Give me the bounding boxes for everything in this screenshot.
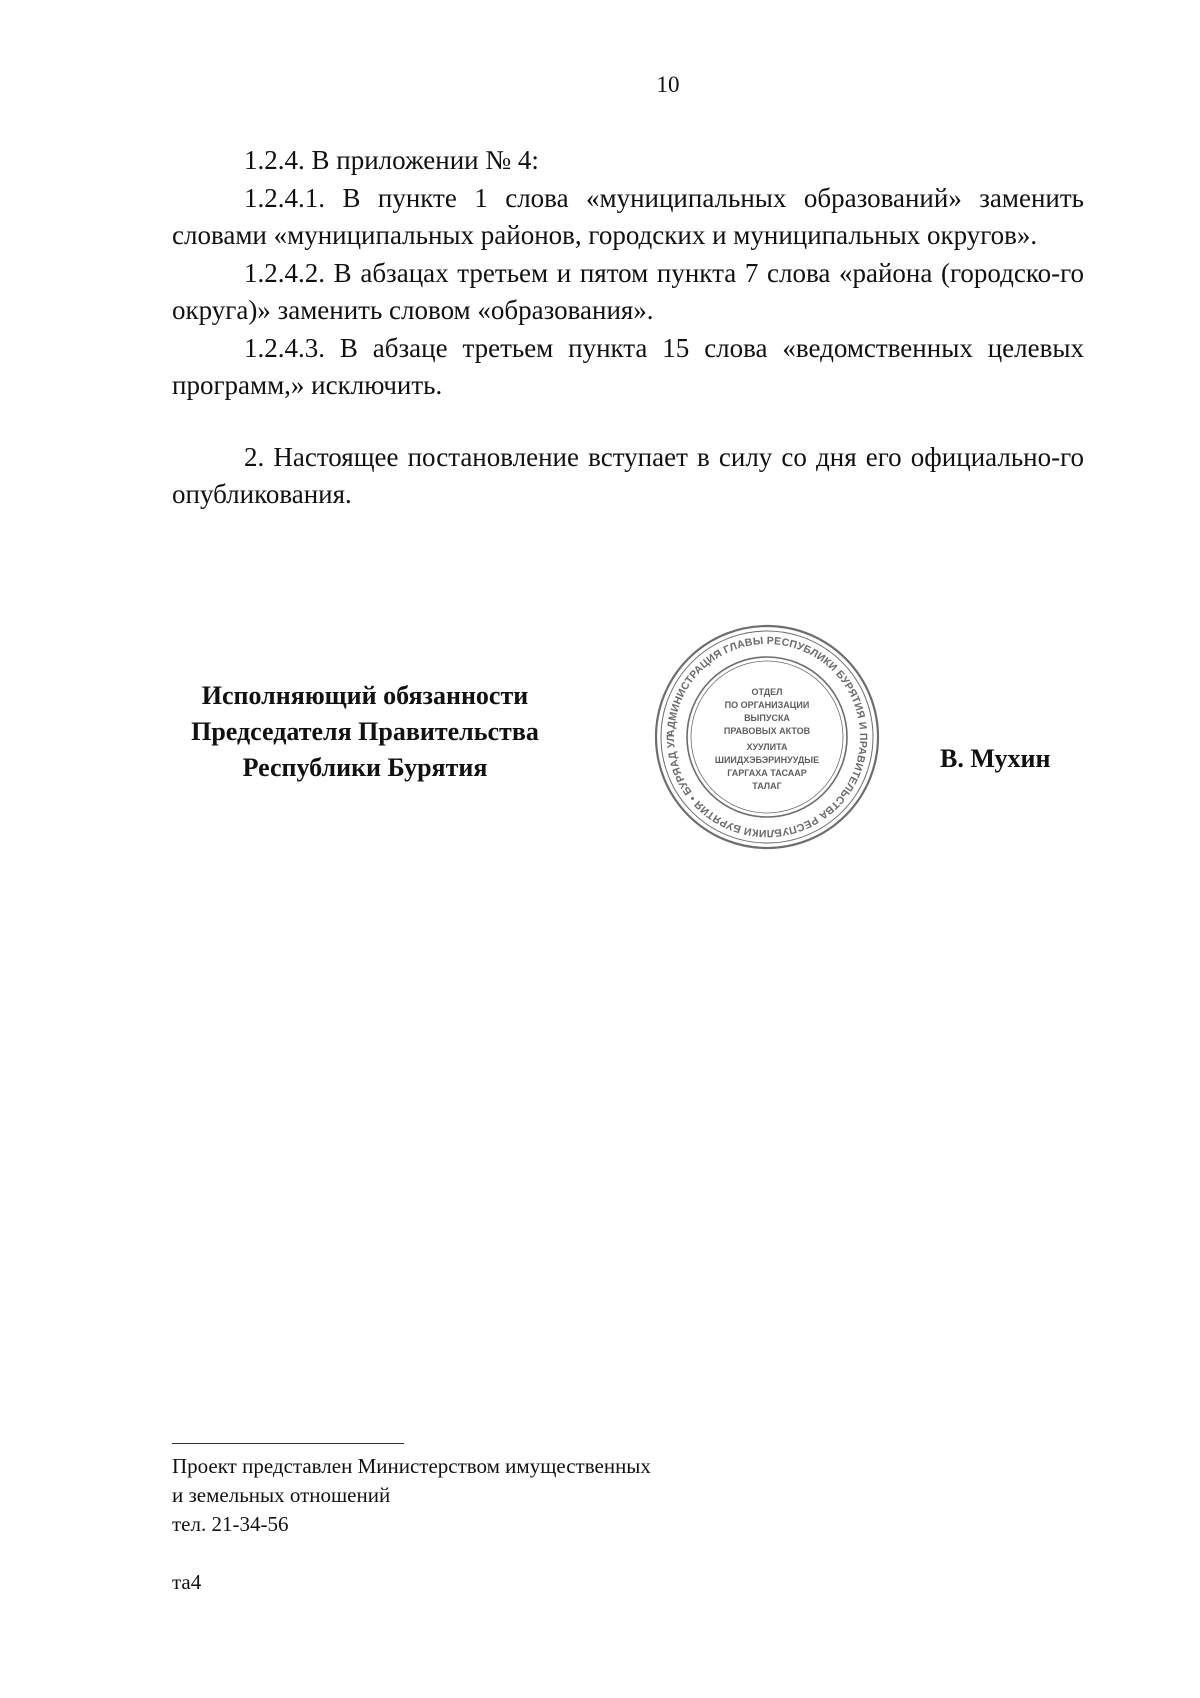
- signature-block: [160, 678, 570, 786]
- stamp-center-line: ПО ОРГАНИЗАЦИИ: [724, 700, 810, 710]
- footer-line: тел. 21-34-56: [172, 1512, 289, 1536]
- document-body: [172, 142, 1084, 514]
- stamp-center-line: ГАРГАХА ТАСААР: [727, 768, 807, 778]
- paragraph: 1.2.4.3. В абзаце третьем пункта 15 слова «ведомственных целевых программ,» исключить.: [172, 333, 1084, 400]
- stamp-center-line: ВЫПУСКА: [744, 713, 790, 723]
- stamp-ring-text: АДМИНИСТРАЦИЯ ГЛАВЫ РЕСПУБЛИКИ БУРЯТИЯ И ПРАВИТЕЛЬСТВА РЕСПУБЛИКИ БУРЯТИЯ • БУРЯАД УЛ: [664, 634, 870, 840]
- stamp-center-line: ШИИДХЭБЭРИНУУДЫЕ: [714, 755, 820, 765]
- stamp-center-line: ХУУЛИТА: [746, 742, 788, 752]
- signature-title-line: Исполняющий обязанности: [201, 681, 529, 710]
- page-number: 10: [656, 72, 680, 97]
- official-stamp: [652, 622, 882, 852]
- footer-note: [172, 1452, 651, 1539]
- paragraph: 1.2.4.2. В абзацах третьем и пятом пункта 7 слова «района (городско-го округа)» заменить словом «образования».: [172, 258, 1084, 325]
- footer-line: и земельных отношений: [172, 1483, 391, 1507]
- stamp-seal: [652, 622, 882, 852]
- stamp-center-line: ПРАВОВЫХ АКТОВ: [723, 726, 811, 736]
- paragraph: 1.2.4.1. В пункте 1 слова «муниципальных образований» заменить словами «муниципальных районов, городских и муниципальных округов».: [172, 183, 1084, 250]
- signer-name: В. Мухин: [940, 744, 1051, 773]
- footer-line: Проект представлен Министерством имущественных: [172, 1454, 651, 1478]
- document-code: та4: [172, 1570, 202, 1594]
- stamp-center-line: ОТДЕЛ: [751, 687, 783, 697]
- signature-title-line: Республики Бурятия: [242, 753, 488, 782]
- signature-title-line: Председателя Правительства: [191, 717, 539, 746]
- stamp-center-line: ТАЛАГ: [752, 781, 782, 791]
- footer-divider: [172, 1443, 404, 1444]
- paragraph: 1.2.4. В приложении № 4:: [244, 145, 539, 175]
- paragraph: 2. Настоящее постановление вступает в силу со дня его официально-го опубликования.: [172, 442, 1084, 509]
